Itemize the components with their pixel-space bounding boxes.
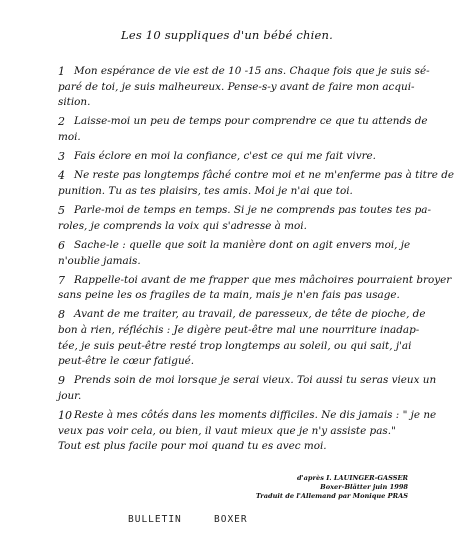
list-item [58, 149, 430, 165]
item-text [58, 238, 430, 269]
list-item [58, 114, 430, 145]
item-line: roles, je comprends la voix qui s'adresse à moi. [58, 219, 307, 232]
item-line: tée, je suis peut-être resté trop longtemps au soleil, ou qui sait, j'ai [58, 339, 412, 352]
item-line: punition. Tu as tes plaisirs, tes amis. Moi je n'ai que toi. [58, 184, 353, 197]
item-line: Prends soin de moi lorsque je serai vieux. Toi aussi tu seras vieux un [74, 374, 437, 387]
item-line: Reste à mes côtés dans les moments difficiles. Ne dis jamais : " je ne [74, 409, 437, 422]
item-line: Laisse-moi un peu de temps pour comprendre ce que tu attends de [74, 115, 428, 128]
item-line: sans peine les os fragiles de ta main, mais je n'en fais pas usage. [58, 289, 400, 302]
list-item [58, 238, 430, 269]
item-text [58, 114, 430, 145]
list-item [58, 168, 454, 199]
item-line: Rappelle-toi avant de me frapper que mes mâchoires pourraient broyer [74, 273, 452, 286]
item-text [58, 373, 437, 404]
item-line: n'oublie jamais. [58, 254, 141, 267]
footer-boxer: BOXER [214, 514, 248, 525]
item-line: peut-être le cœur fatigué. [58, 355, 195, 368]
item-number: 7 [58, 273, 65, 287]
item-text [58, 273, 452, 304]
item-number: 9 [58, 374, 65, 388]
credit-source: Boxer-Blätter juin 1998 [320, 483, 408, 491]
credit-author: d'après I. LAUINGER-GASSER [297, 474, 408, 482]
item-text [74, 149, 430, 165]
item-number: 6 [58, 238, 65, 252]
item-number: 5 [58, 204, 65, 218]
supplications-list [58, 64, 454, 459]
item-line: bon à rien, réfléchis : Je digère peut-être mal une nourriture inadap- [58, 324, 420, 337]
item-number: 10 [58, 409, 72, 423]
list-item [58, 408, 437, 455]
item-number: 1 [58, 65, 65, 78]
item-line: Avant de me traiter, au travail, de paresseux, de tête de pioche, de [74, 308, 426, 321]
item-line: Sache-le : quelle que soit la manière dont on agit envers moi, je [74, 238, 411, 251]
document-title: Les 10 suppliques d'un bébé chien. [121, 28, 333, 42]
item-line: paré de toi, je suis malheureux. Pense-s-y avant de faire mon acqui- [58, 80, 415, 93]
item-text [58, 307, 430, 369]
item-text [58, 64, 430, 111]
list-item [58, 373, 437, 404]
item-line: Ne reste pas longtemps fâché contre moi et ne m'enferme pas à titre de [74, 169, 454, 182]
item-text [58, 203, 432, 234]
footer-bulletin: BULLETIN [128, 514, 182, 525]
item-line: sition. [58, 96, 91, 109]
item-line: moi. [58, 130, 81, 143]
item-line: Fais éclore en moi la confiance, c'est ce qui me fait vivre. [74, 150, 376, 163]
list-item [58, 273, 452, 304]
item-number: 3 [58, 150, 65, 164]
credit-translation: Traduit de l'Allemand par Monique PRAS [255, 492, 408, 500]
item-line: jour. [58, 390, 82, 403]
item-line: Tout est plus facile pour moi quand tu es avec moi. [58, 440, 327, 453]
item-line: veux pas voir cela, ou bien, il vaut mieux que je n'y assiste pas." [58, 424, 396, 437]
list-item [58, 203, 430, 234]
item-number: 4 [58, 169, 65, 183]
item-number: 8 [58, 308, 65, 322]
list-item [58, 64, 430, 111]
item-number: 2 [58, 115, 65, 129]
list-item [58, 307, 430, 369]
item-line: Parle-moi de temps en temps. Si je ne comprends pas toutes tes pa- [74, 204, 432, 217]
item-text [58, 168, 454, 199]
credits-block [256, 474, 408, 501]
item-line: Mon espérance de vie est de 10 -15 ans. Chaque fois que je suis sé- [74, 65, 430, 77]
